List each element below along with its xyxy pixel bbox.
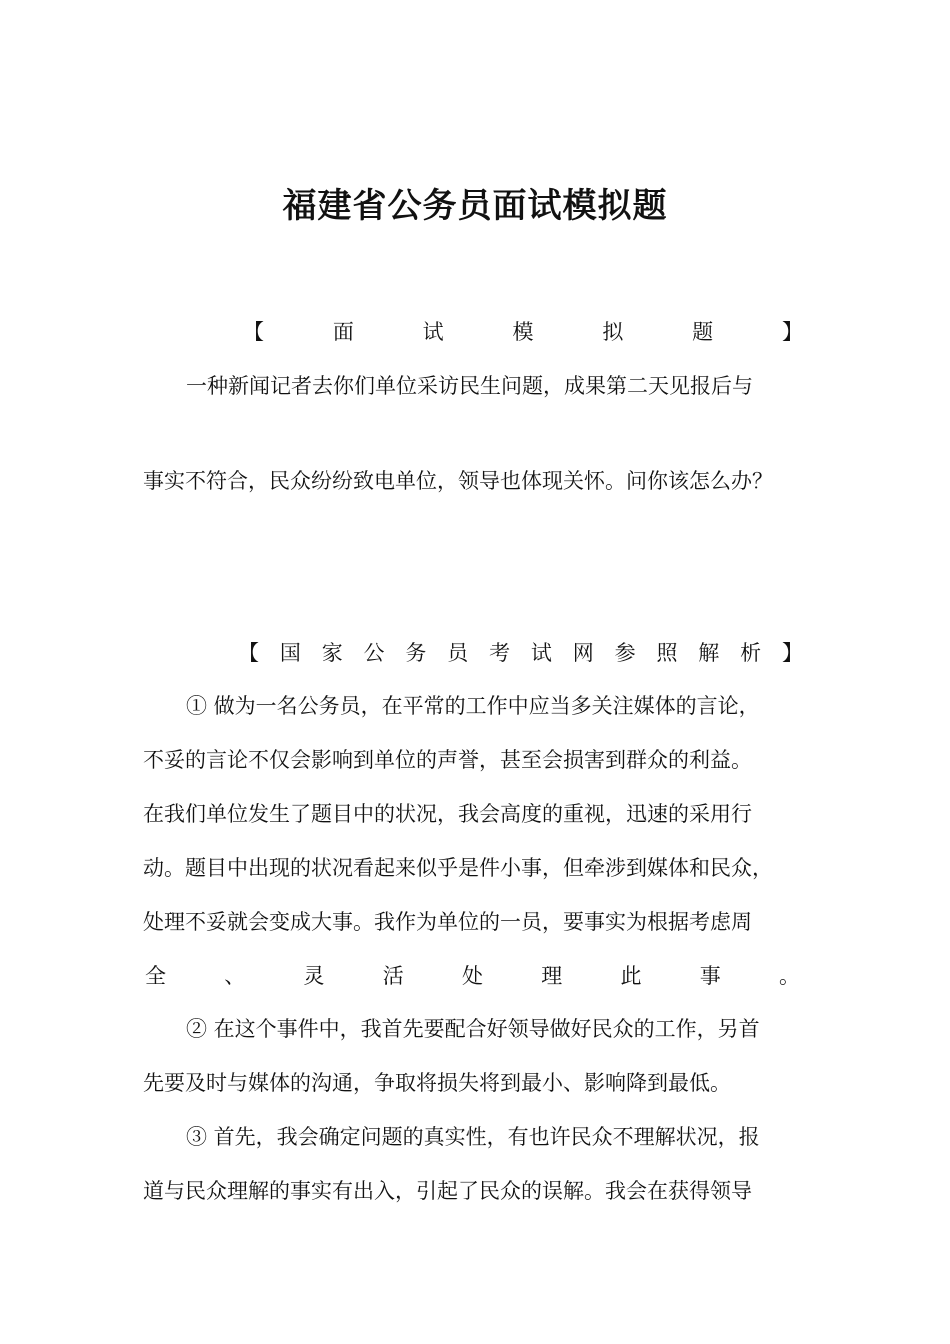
analysis-line-7: 先要及时与媒体的沟通，争取将损失将到最小、影响降到最低。	[143, 1071, 731, 1095]
analysis-line-1: ① 做为一名公务员，在平常的工作中应当多关注媒体的言论，	[186, 694, 760, 718]
header-char: 】	[781, 641, 803, 665]
header-char: 【	[243, 320, 264, 344]
analysis-line-4: 动。题目中出现的状况看起来似乎是件小事，但牵涉到媒体和民众，	[143, 856, 773, 880]
header-char: 参	[614, 641, 636, 665]
spread-char: 理	[541, 964, 563, 988]
header-char: 家	[321, 641, 343, 665]
header-char: 模	[512, 320, 534, 344]
header-char: 面	[332, 320, 354, 344]
spread-char: 此	[620, 964, 642, 988]
header-char: 员	[447, 641, 469, 665]
header-char: 试	[530, 641, 552, 665]
question-line-2: 事实不符合，民众纷纷致电单位，领导也体现关怀。问你该怎么办？	[143, 469, 773, 493]
header-char: 照	[656, 641, 678, 665]
header-char: 解	[698, 641, 720, 665]
spread-char: 。	[779, 964, 800, 988]
spread-char: 事	[699, 964, 721, 988]
analysis-spread-line	[145, 960, 800, 990]
document-title: 福建省公务员面试模拟题	[282, 186, 668, 226]
spread-char: 处	[462, 964, 483, 988]
analysis-line-8: ③ 首先，我会确定问题的真实性，有也许民众不理解状况，报	[186, 1125, 760, 1149]
analysis-line-3: 在我们单位发生了题目中的状况，我会高度的重视，迅速的采用行	[143, 802, 752, 826]
question-line-1: 一种新闻记者去你们单位采访民生问题，成果第二天见报后与	[186, 374, 753, 398]
header-char: 】	[781, 320, 803, 344]
spread-char: 全	[145, 964, 166, 988]
header-char: 网	[572, 641, 594, 665]
header-char: 【	[238, 641, 259, 665]
analysis-line-5: 处理不妥就会变成大事。我作为单位的一员，要事实为根据考虑周	[143, 910, 752, 934]
spread-char: 活	[382, 964, 404, 988]
question-header	[243, 316, 803, 346]
header-char: 务	[405, 641, 427, 665]
spread-char: 灵	[303, 964, 325, 988]
analysis-line-6: ② 在这个事件中，我首先要配合好领导做好民众的工作，另首	[186, 1017, 760, 1041]
header-char: 公	[363, 641, 385, 665]
header-char: 国	[279, 641, 301, 665]
header-char: 考	[489, 641, 511, 665]
header-char: 析	[740, 641, 762, 665]
header-char: 拟	[602, 320, 624, 344]
header-char: 试	[422, 320, 444, 344]
analysis-header	[238, 637, 803, 667]
header-char: 题	[692, 320, 714, 344]
spread-char: 、	[224, 964, 246, 988]
analysis-line-9: 道与民众理解的事实有出入，引起了民众的误解。我会在获得领导	[143, 1179, 752, 1203]
analysis-line-2: 不妥的言论不仅会影响到单位的声誉，甚至会损害到群众的利益。	[143, 748, 752, 772]
